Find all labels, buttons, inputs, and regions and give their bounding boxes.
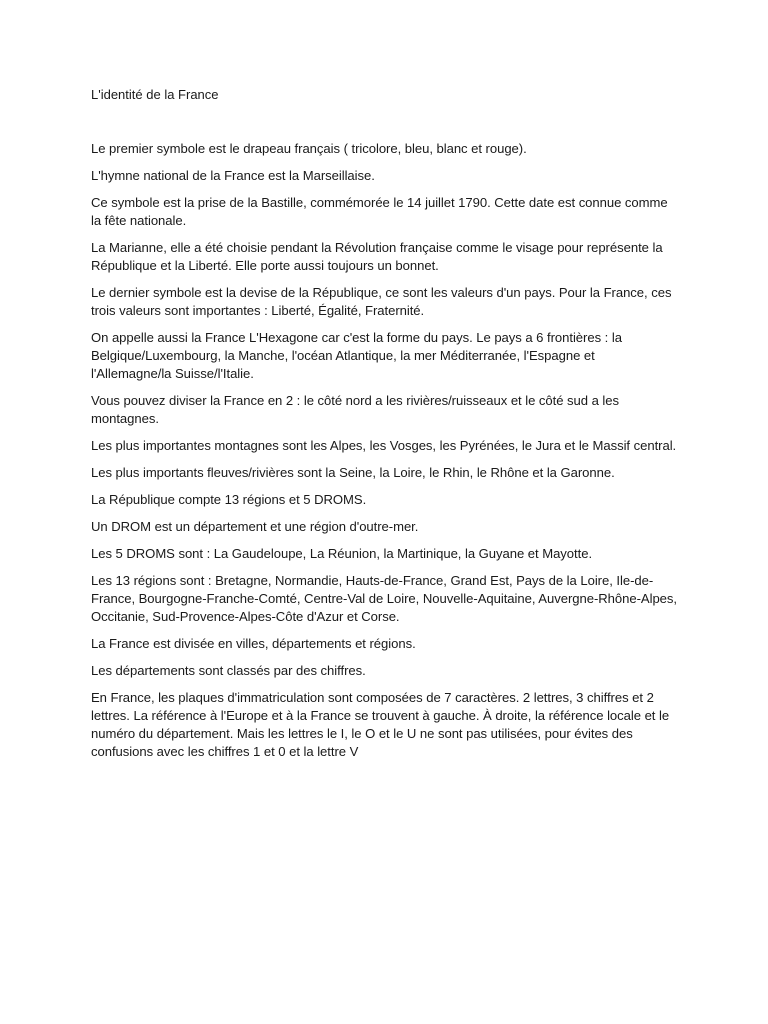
paragraph-mountains: Les plus importantes montagnes sont les Alpes, les Vosges, les Pyrénées, le Jura et le Massif central. [91,438,677,453]
paragraph-regions-count: La République compte 13 régions et 5 DROMS. [91,492,367,507]
paragraph-bastille: Ce symbole est la prise de la Bastille, commémorée le 14 juillet 1790. Cette date est connue comme la fête nationale. [91,195,668,228]
paragraph-regions-list: Les 13 régions sont : Bretagne, Normandie, Hauts-de-France, Grand Est, Pays de la Loire, Ile-de-France, Bourgogne-Franche-Comté, Centre-Val de Loire, Nouvelle-Aquitaine, Auvergne-Rhône-Alpes, Occitanie, Sud-Provence-Alpes-Côte d'Azur et Corse. [91,573,677,624]
paragraph-north-south: Vous pouvez diviser la France en 2 : le côté nord a les rivières/ruisseaux et le côté sud a les montagnes. [91,393,620,426]
paragraph-hexagone: On appelle aussi la France L'Hexagone car c'est la forme du pays. Le pays a 6 frontières : la Belgique/Luxembourg, la Manche, l'océan Atlantique, la mer Méditerranée, l'Espagne et l'Allemagne/la Suisse/l'Italie. [91,330,622,381]
document-title: L'identité de la France [91,87,219,102]
paragraph-anthem: L'hymne national de la France est la Marseillaise. [91,168,375,183]
document-page [91,0,681,1024]
paragraph-divisions: La France est divisée en villes, départements et régions. [91,636,416,651]
paragraph-drom-list: Les 5 DROMS sont : La Gaudeloupe, La Réunion, la Martinique, la Guyane et Mayotte. [91,546,593,561]
paragraph-license-plates: En France, les plaques d'immatriculation sont composées de 7 caractères. 2 lettres, 3 chiffres et 2 lettres. La référence à l'Europe et à la France se trouvent à gauche. À droite, la référence locale et le numéro du département. Mais les lettres le I, le O et le U ne sont pas utilisées, pour évites des confusions avec les chiffres 1 et 0 et la lettre V [91,690,670,759]
paragraph-rivers: Les plus importants fleuves/rivières sont la Seine, la Loire, le Rhin, le Rhône et la Garonne. [91,465,615,480]
document-body [91,140,677,770]
paragraph-departments: Les départements sont classés par des chiffres. [91,663,366,678]
paragraph-motto: Le dernier symbole est la devise de la République, ce sont les valeurs d'un pays. Pour la France, ces trois valeurs sont importantes : Liberté, Égalité, Fraternité. [91,285,672,318]
paragraph-drom-definition: Un DROM est un département et une région d'outre-mer. [91,519,419,534]
paragraph-flag: Le premier symbole est le drapeau français ( tricolore, bleu, blanc et rouge). [91,141,527,156]
paragraph-marianne: La Marianne, elle a été choisie pendant la Révolution française comme le visage pour représente la République et la Liberté. Elle porte aussi toujours un bonnet. [91,240,663,273]
